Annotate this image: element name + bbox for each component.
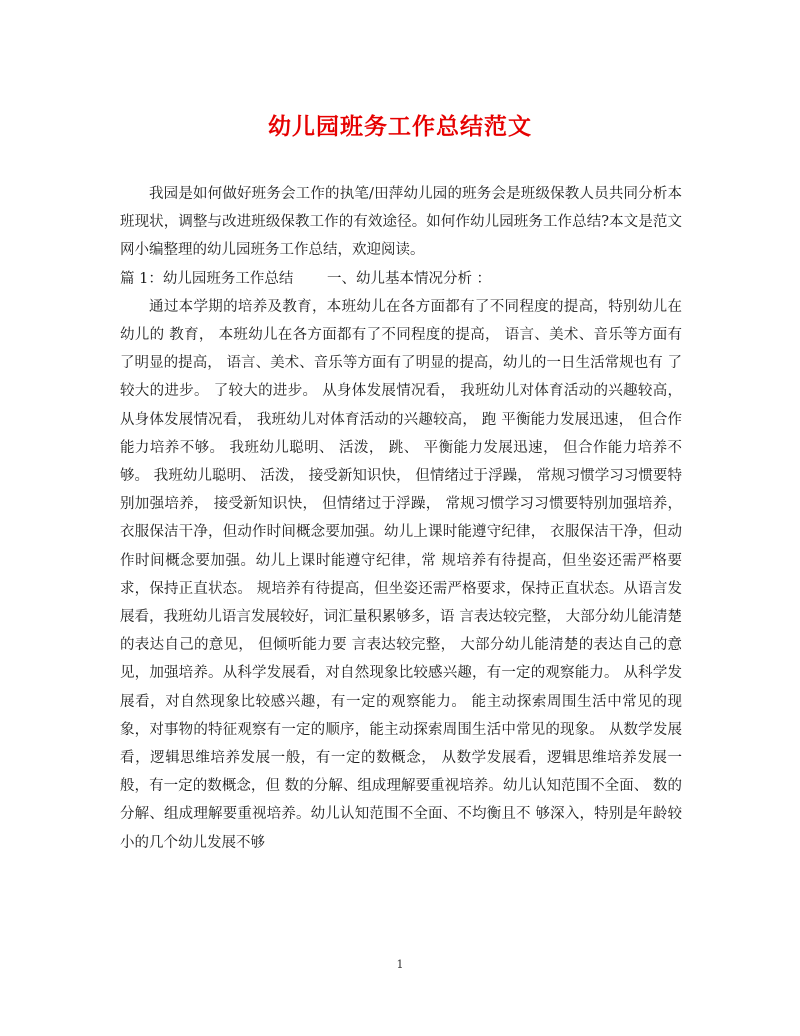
page-number: 1 xyxy=(396,958,404,971)
document-body xyxy=(120,180,682,857)
intro-paragraph: 我园是如何做好班务会工作的执笔/田萍幼儿园的班务会是班级保教人员共同分析本班现状，调整与改进班级保教工作的有效途径。如何作幼儿园班务工作总结?本文是范文网小编整理的幼儿园班务工作总结，欢迎阅读。 xyxy=(120,186,682,259)
document-title: 幼儿园班务工作总结范文 xyxy=(268,113,532,140)
section-heading: 篇 1：幼儿园班务工作总结 一、幼儿基本情况分析 ： xyxy=(120,270,492,287)
body-paragraph: 通过本学期的培养及教育，本班幼儿在各方面都有了不同程度的提高，特别幼儿在幼儿的 教育， 本班幼儿在各方面都有了不同程度的提高， 语言、美术、音乐等方面有了明显的提高， 语言、美术、音乐等方面有了明显的提高，幼儿的一日生活常规也有 了较大的进步。 了较大的进步。 从身体发展情况看， 我班幼儿对体育活动的兴趣较高， 从身体发展情况看， 我班幼儿对体育活动的兴趣较高， 跑 平衡能力发展迅速， 但合作能力培养不够。 我班幼儿聪明、 活泼， 跳、 平衡能力发展迅速， 但合作能力培养不够。 我班幼儿聪明、 活泼， 接受新知识快， 但情绪过于浮躁， 常规习惯学习习惯要特别加强培养， 接受新知识快， 但情绪过于浮躁， 常规习惯学习习惯要特别加强培养， 衣服保洁干净，但动作时间概念要加强。幼儿上课时能遵守纪律， 衣服保洁干净，但动作时间概念要加强。幼儿上课时能遵守纪律，常 规培养有待提高，但坐姿还需严格要求，保持正直状态。 规培养有待提高，但坐姿还需严格要求，保持正直状态。从语言发展看，我班幼儿语言发展较好，词汇量积累够多，语 言表达较完整， 大部分幼儿能清楚的表达自己的意见， 但倾听能力要 言表达较完整， 大部分幼儿能清楚的表达自己的意见，加强培养。从科学发展看，对自然现象比较感兴趣，有一定的观察能力。 从科学发展看，对自然现象比较感兴趣，有一定的观察能力。 能主动探索周围生活中常见的现象，对事物的特征观察有一定的顺序，能主动探索周围生活中常见的现象。 从数学发展看，逻辑思维培养发展一般，有一定的数概念， 从数学发展看，逻辑思维培养发展一般，有一定的数概念，但 数的分解、组成理解要重视培养。幼儿认知范围不全面、 数的分解、组成理解要重视培养。幼儿认知范围不全面、不均衡且不 够深入，特别是年龄较小的几个幼儿发展不够 xyxy=(120,298,682,851)
